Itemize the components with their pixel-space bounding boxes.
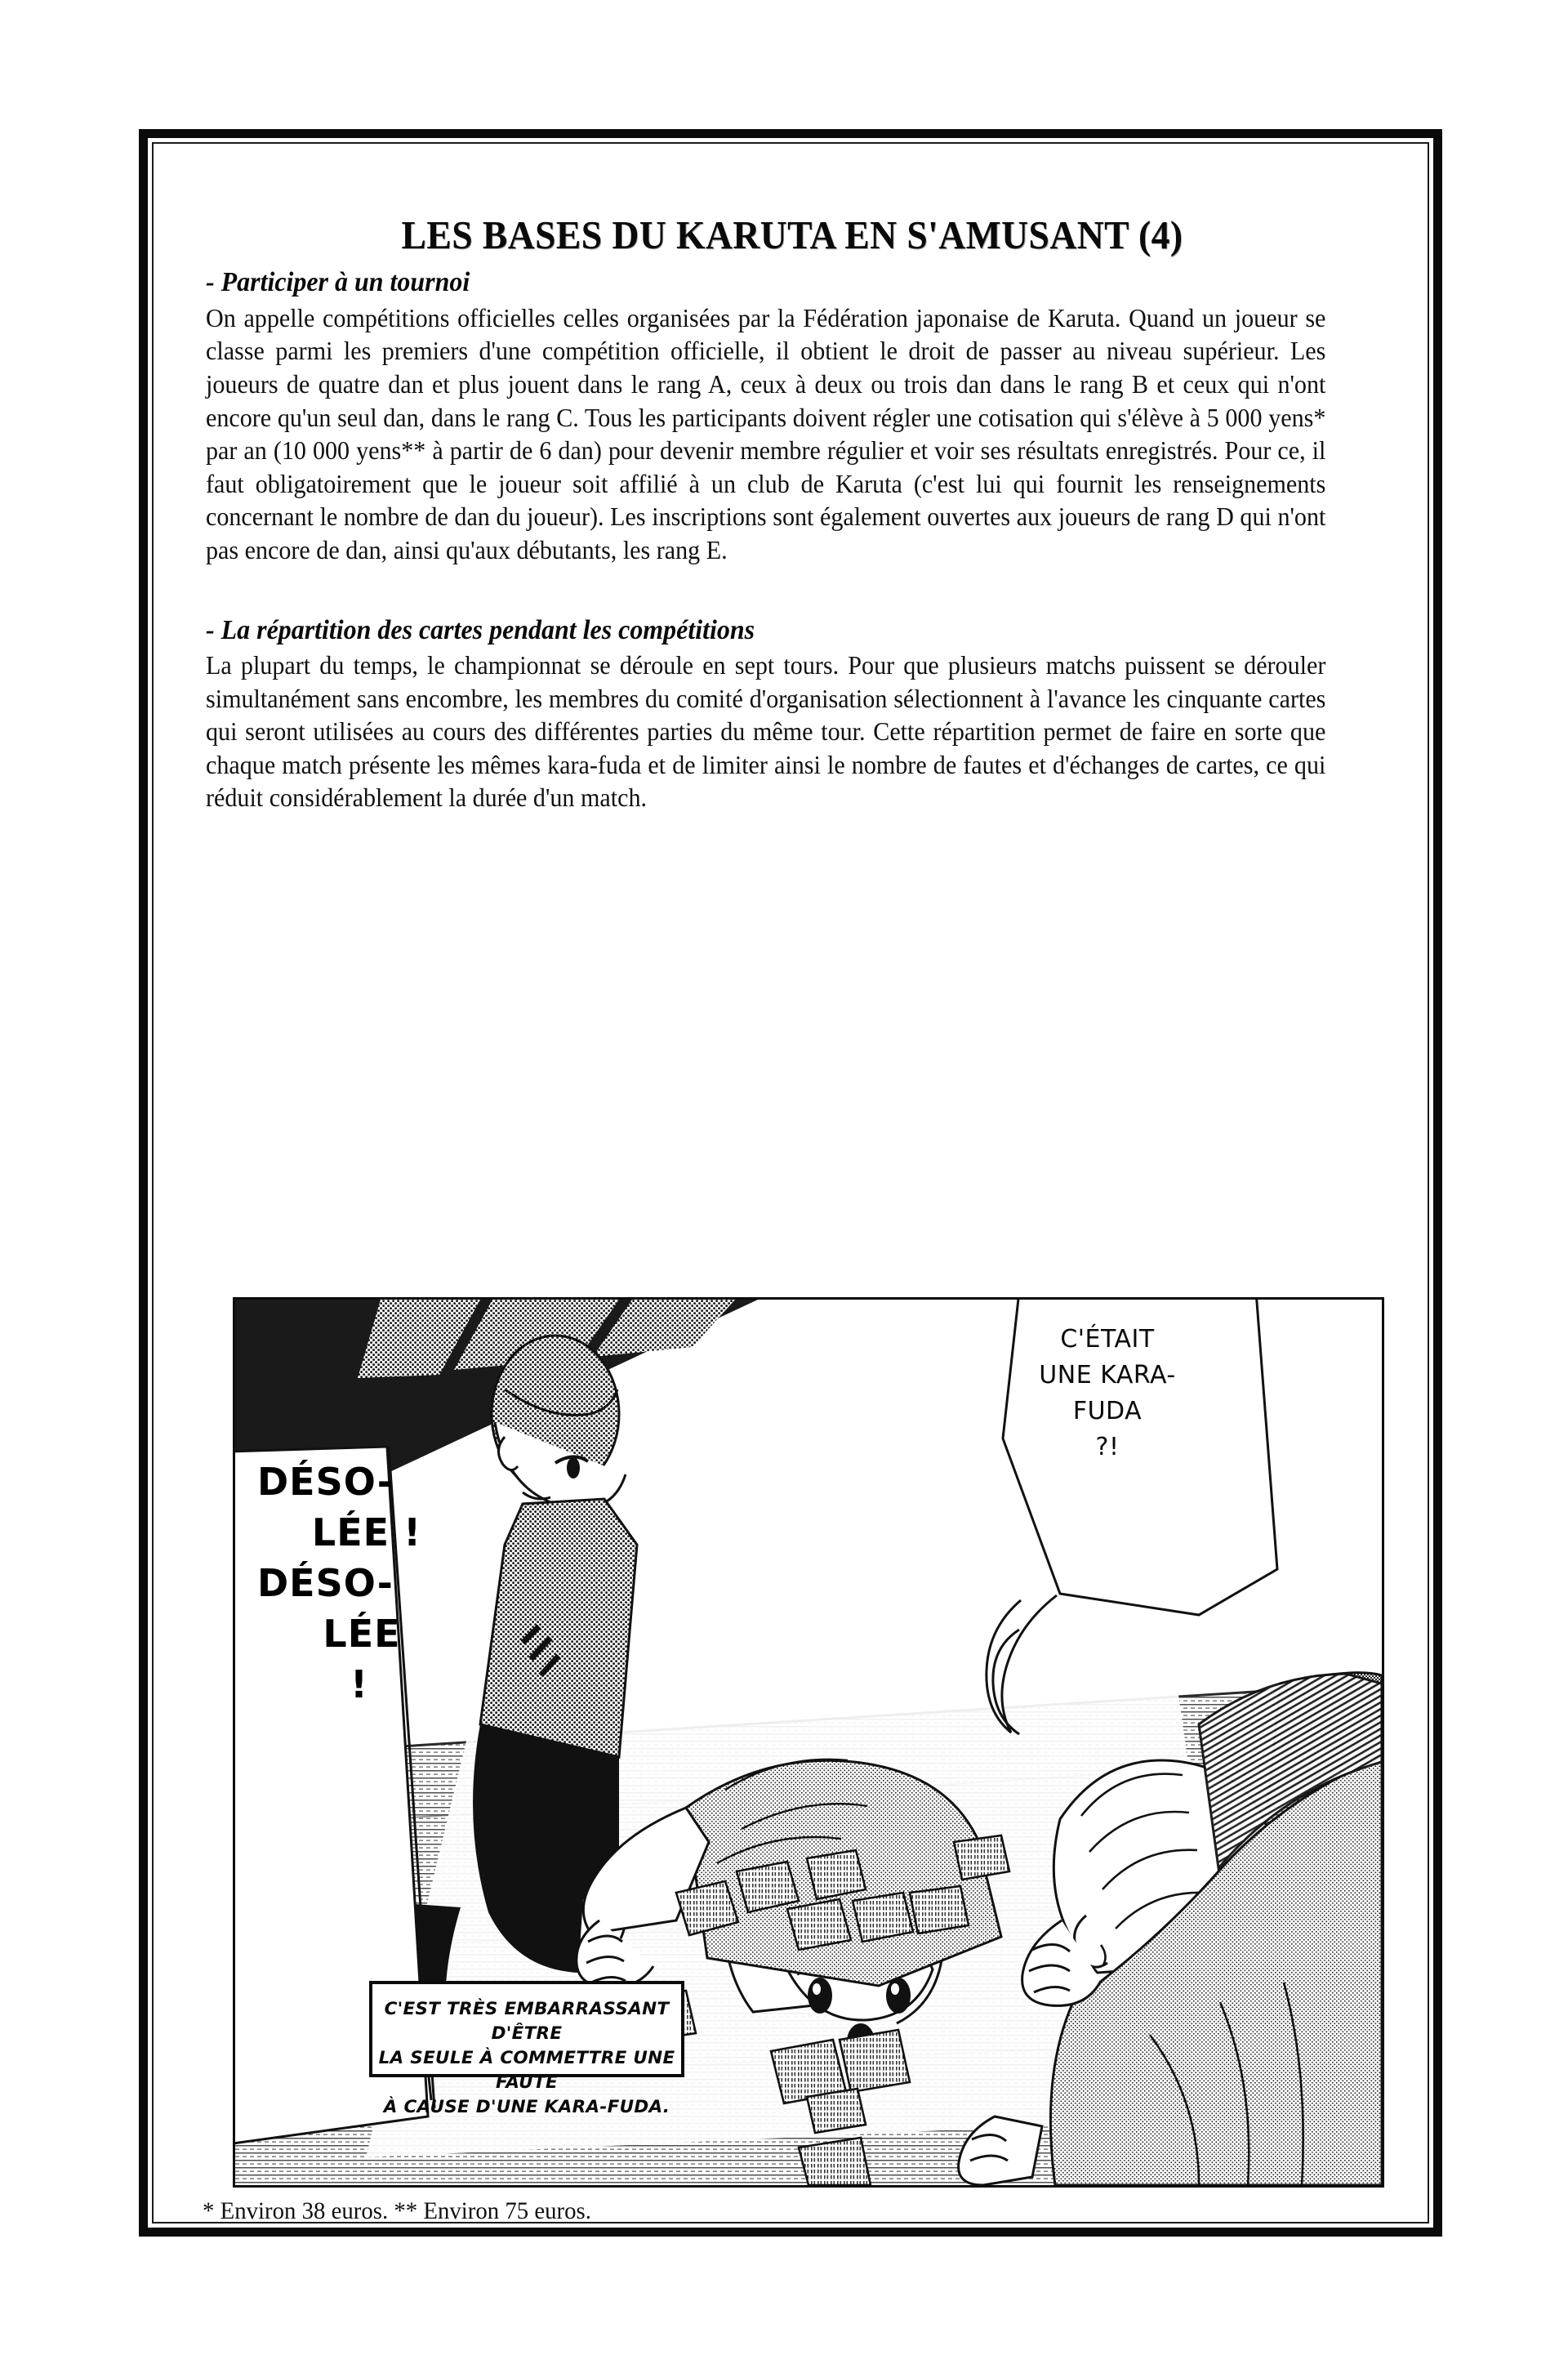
section-body-repartition: La plupart du temps, le championnat se déroule en sept tours. Pour que plusieurs matchs puissent se dérouler simultanément sans encombre, les membres du comité d'organisation sélectionnent à l'avance les cinquante cartes qui seront utilisées au cours des différentes parties du même tour. Cette répartition permet de faire en sorte que chaque match présente les mêmes kara-fuda et de limiter ainsi le nombre de fautes et d'échanges de cartes, ce qui réduit considérablement la durée d'un match. <box>206 650 1326 813</box>
caption-line2: LA SEULE À COMMETTRE UNE FAUTE <box>378 2048 675 2093</box>
page-title: LES BASES DU KARUTA EN S'AMUSANT (4) <box>401 212 1183 257</box>
speech-sorry-line3: DÉSO- <box>257 1561 394 1605</box>
section-heading-participer: - Participer à un tournoi <box>206 267 470 298</box>
speech-kara-line4: ?! <box>1095 1433 1120 1461</box>
speech-sorry-line2: LÉE ! <box>311 1510 422 1554</box>
section-spacer <box>206 568 1379 615</box>
caption-line1: C'EST TRÈS EMBARRASSANT D'ÊTRE <box>384 1999 670 2044</box>
article-content <box>206 214 1379 815</box>
caption-line3: À CAUSE D'UNE KARA-FUDA. <box>383 2097 670 2117</box>
panel-caption-box <box>369 1981 684 2117</box>
footnote: * Environ 38 euros. ** Environ 75 euros. <box>203 2197 591 2224</box>
panel-caption-text <box>372 1997 681 2120</box>
speech-kara-line2: UNE KARA- <box>1039 1361 1176 1389</box>
speech-sorry-line5: ! <box>350 1662 368 1706</box>
manga-panel <box>233 1297 1384 2188</box>
section-heading-repartition: - La répartition des cartes pendant les compétitions <box>206 614 755 645</box>
section-body-participer: On appelle compétitions officielles celles organisées par la Fédération japonaise de Karuta. Quand un joueur se classe parmi les premiers d'une compétition officielle, il obtient le droit de passer au niveau supérieur. Les joueurs de quatre dan et plus jouent dans le rang A, ceux à deux ou trois dan dans le rang B et ceux qui n'ont encore qu'un seul dan, dans le rang C. Tous les participants doivent régler une cotisation qui s'élève à 5 000 yens* par an (10 000 yens** à partir de 6 dan) pour devenir membre régulier et voir ses résultats enregistrés. Pour ce, il faut obligatoirement que le joueur soit affilié à un club de Karuta (c'est lui qui fournit les renseignements concernant le nombre de dan du joueur). Les inscriptions sont également ouvertes aux joueurs de rang D qui n'ont pas encore de dan, ainsi qu'aux débutants, les rang E. <box>206 303 1326 564</box>
speech-kara-line3: FUDA <box>1072 1397 1143 1425</box>
speech-sorry-line4: LÉE <box>323 1612 401 1656</box>
speech-sorry-line1: DÉSO- <box>257 1460 394 1504</box>
speech-kara-line1: C'ÉTAIT <box>1060 1325 1155 1354</box>
